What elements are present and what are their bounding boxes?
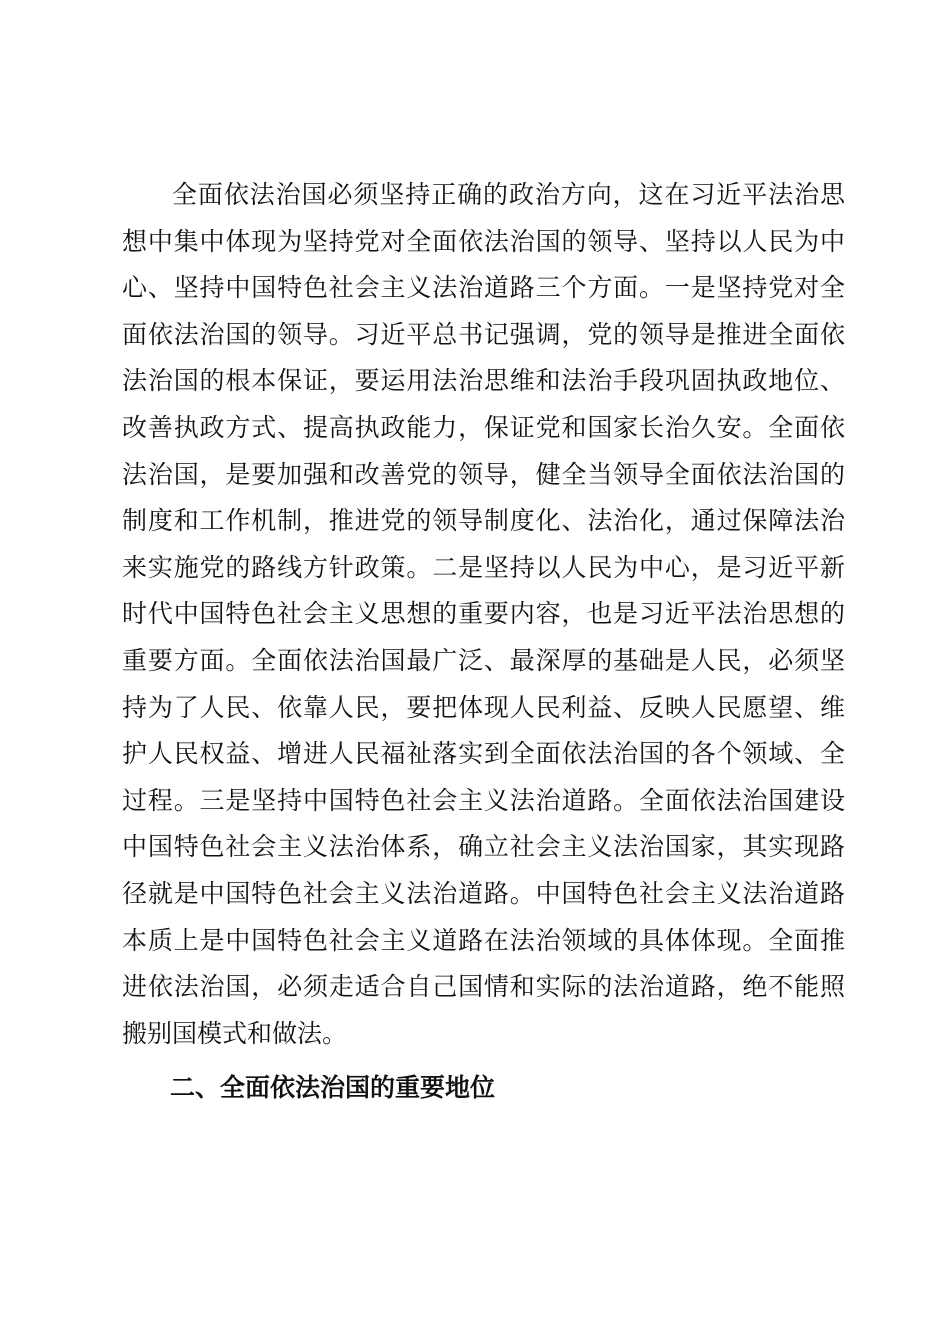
paragraph-line: 制度和工作机制，推进党的领导制度化、法治化，通过保障法治: [122, 506, 845, 536]
paragraph-line: 过程。三是坚持中国特色社会主义法治道路。全面依法治国建设: [122, 785, 845, 815]
paragraph-line: 进依法治国，必须走适合自己国情和实际的法治道路，绝不能照: [122, 972, 845, 1002]
paragraph-line: 时代中国特色社会主义思想的重要内容，也是习近平法治思想的: [122, 599, 845, 629]
body-paragraph: [122, 172, 845, 1057]
paragraph-line: 心、坚持中国特色社会主义法治道路三个方面。一是坚持党对全: [122, 273, 845, 303]
paragraph-line: 径就是中国特色社会主义法治道路。中国特色社会主义法治道路: [122, 878, 845, 908]
paragraph-line: 本质上是中国特色社会主义道路在法治领域的具体体现。全面推: [122, 925, 845, 955]
paragraph-line: 重要方面。全面依法治国最广泛、最深厚的基础是人民，必须坚: [122, 645, 845, 675]
section-heading: 二、全面依法治国的重要地位: [170, 1073, 496, 1102]
paragraph-line: 法治国的根本保证，要运用法治思维和法治手段巩固执政地位、: [122, 366, 845, 396]
paragraph-line: 全面依法治国必须坚持正确的政治方向，这在习近平法治思: [172, 180, 845, 209]
paragraph-line: 改善执政方式、提高执政能力，保证党和国家长治久安。全面依: [122, 412, 845, 442]
paragraph-line: 想中集中体现为坚持党对全面依法治国的领导、坚持以人民为中: [122, 226, 845, 256]
paragraph-line: 面依法治国的领导。习近平总书记强调，党的领导是推进全面依: [122, 319, 845, 349]
paragraph-line: 来实施党的路线方针政策。二是坚持以人民为中心，是习近平新: [122, 552, 845, 582]
paragraph-line: 法治国，是要加强和改善党的领导，健全当领导全面依法治国的: [122, 459, 845, 489]
paragraph-line: 护人民权益、增进人民福祉落实到全面依法治国的各个领域、全: [122, 739, 845, 769]
paragraph-line: 持为了人民、依靠人民，要把体现人民利益、反映人民愿望、维: [122, 692, 845, 722]
paragraph-line: 搬别国模式和做法。: [122, 1018, 348, 1048]
paragraph-line: 中国特色社会主义法治体系，确立社会主义法治国家，其实现路: [122, 832, 845, 862]
